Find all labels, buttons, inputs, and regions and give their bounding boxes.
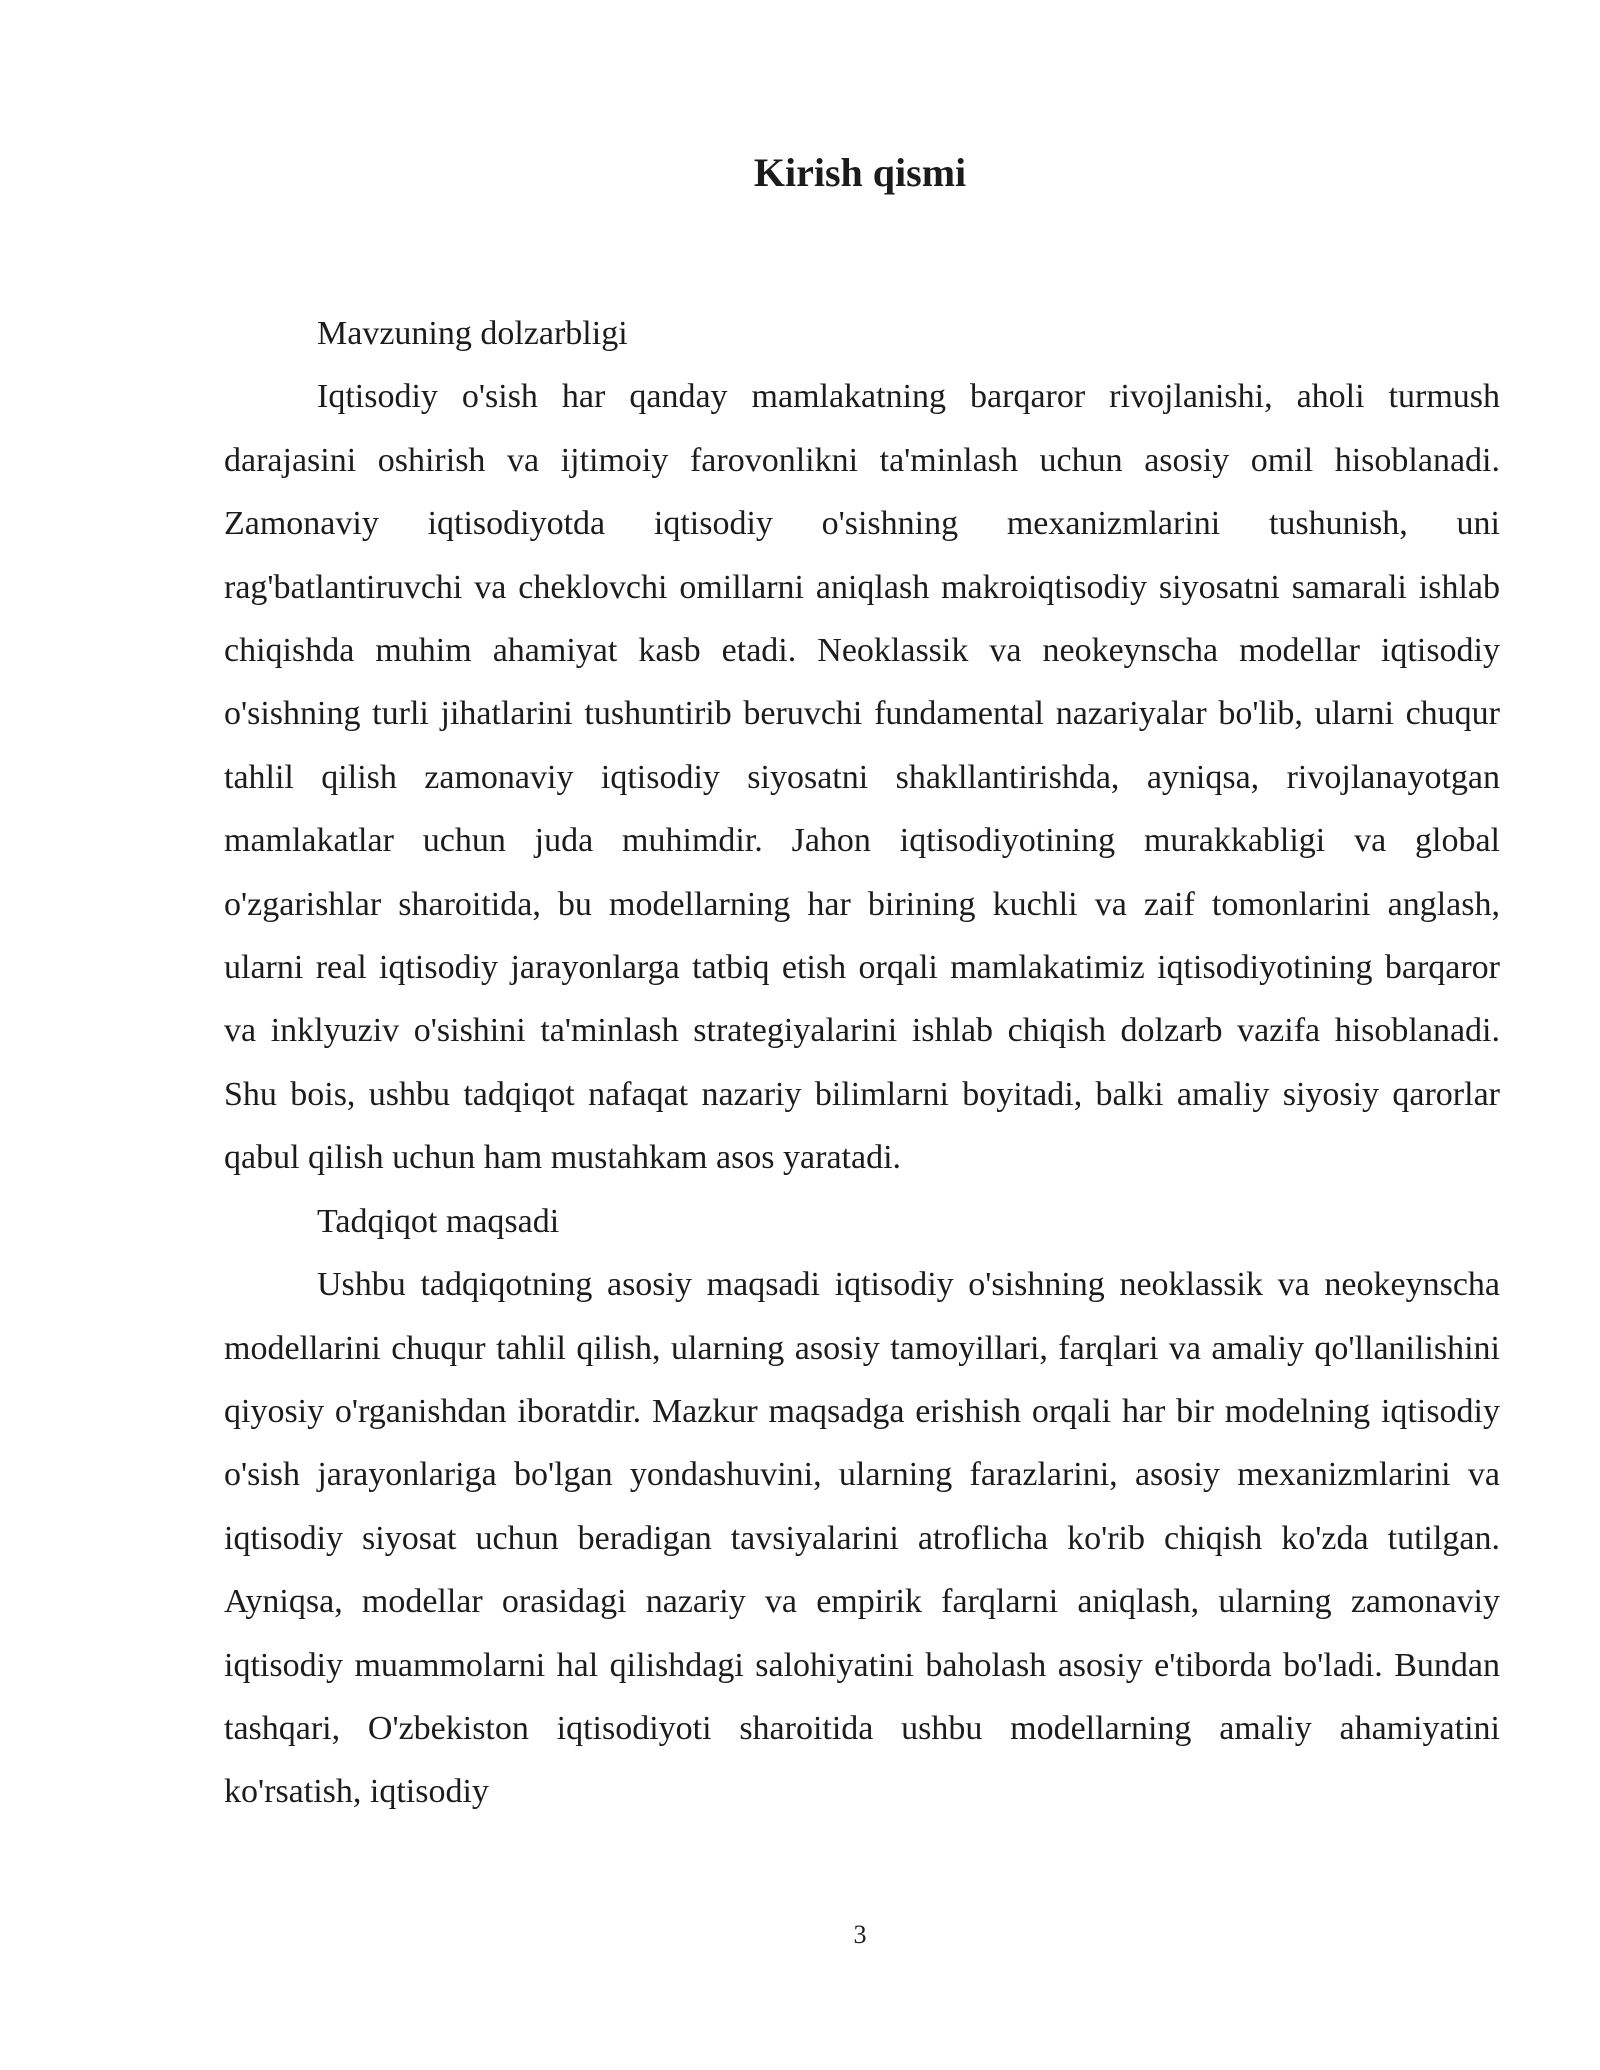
- section-heading-research-goal: Tadqiqot maqsadi: [317, 1202, 560, 1240]
- page-title: Kirish qismi: [753, 150, 967, 195]
- section-paragraph-research-goal: Ushbu tadqiqotning asosiy maqsadi iqtisodiy o'sishning neoklassik va neokeynscha modellarini chuqur tahlil qilish, ularning asosiy tamoyillari, farqlari va amaliy qo'llanilishini qiyosiy o'rganishdan iboratdir. Mazkur maqsadga erishish orqali har bir modelning iqtisodiy o'sish jarayonlariga bo'lgan yondashuvini, ularning farazlarini, asosiy mexanizmlarini va iqtisodiy siyosat uchun beradigan tavsiyalarini atroflicha ko'rib chiqish ko'zda tutilgan. Ayniqsa, modellar orasidagi nazariy va empirik farqlarni aniqlash, ularning zamonaviy iqtisodiy muammolarni hal qilishdagi salohiyatini baholash asosiy e'tiborda bo'ladi. Bundan tashqari, O'zbekiston iqtisodiyoti sharoitida ushbu modellarning amaliy ahamiyatini ko'rsatish, iqtisodiy: [224, 1266, 1500, 1811]
- page-number: 3: [853, 1920, 867, 1949]
- document-body: [224, 302, 1500, 1824]
- section-heading-relevance: Mavzuning dolzarbligi: [317, 315, 628, 352]
- section-paragraph-relevance: Iqtisodiy o'sish har qanday mamlakatning barqaror rivojlanishi, aholi turmush darajasini oshirish va ijtimoiy farovonlikni ta'minlash uchun asosiy omil hisoblanadi. Zamonaviy iqtisodiyotda iqtisodiy o'sishning mexanizmlarini tushunish, uni rag'batlantiruvchi va cheklovchi omillarni aniqlash makroiqtisodiy siyosatni samarali ishlab chiqishda muhim ahamiyat kasb etadi. Neoklassik va neokeynscha modellar iqtisodiy o'sishning turli jihatlarini tushuntirib beruvchi fundamental nazariyalar bo'lib, ularni chuqur tahlil qilish zamonaviy iqtisodiy siyosatni shakllantirishda, ayniqsa, rivojlanayotgan mamlakatlar uchun juda muhimdir. Jahon iqtisodiyotining murakkabligi va global o'zgarishlar sharoitida, bu modellarning har birining kuchli va zaif tomonlarini anglash, ularni real iqtisodiy jarayonlarga tatbiq etish orqali mamlakatimiz iqtisodiyotining barqaror va inklyuziv o'sishini ta'minlash strategiyalarini ishlab chiqish dolzarb vazifa hisoblanadi. Shu bois, ushbu tadqiqot nafaqat nazariy bilimlarni boyitadi, balki amaliy siyosiy qarorlar qabul qilish uchun ham mustahkam asos yaratadi.: [224, 378, 1500, 1177]
